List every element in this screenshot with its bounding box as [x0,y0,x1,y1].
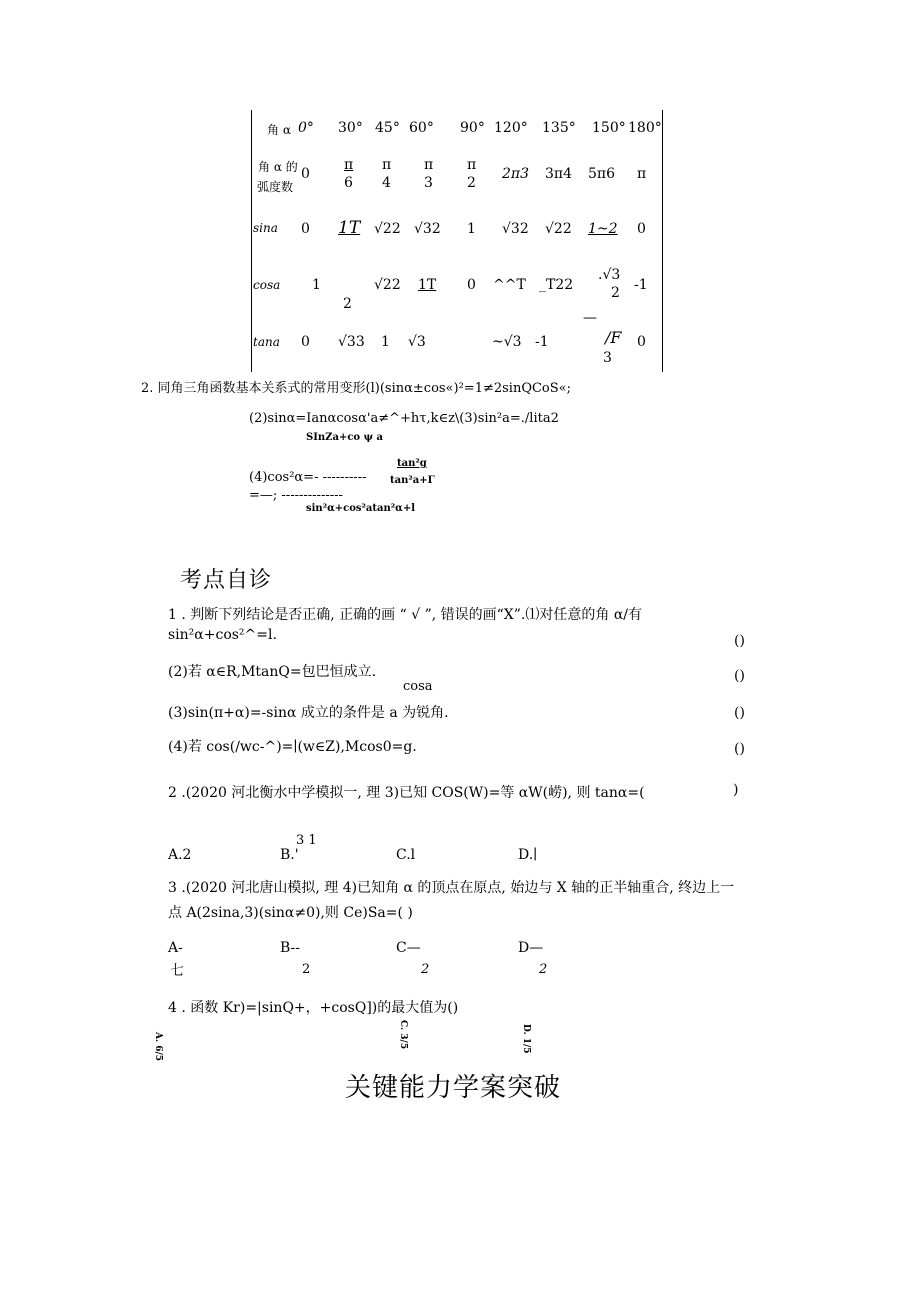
q1-line-5: (4)若 cos(∕wc-^)=∣(w∈Z),Mcos0=g. [168,739,417,755]
cos-cell: -1 [634,277,648,293]
q4-option-a[interactable]: A. 6/5 [153,1032,163,1062]
cos-cell: 2 [611,285,620,301]
sin-cell: 1~2 [588,221,618,237]
deg-cell: 45° [375,120,400,136]
sin-cell: √32 [502,221,529,237]
tan-cell: 0 [637,334,646,350]
formula-line-5: =—; -------------- [249,488,343,503]
q2-option-b[interactable]: B.' [280,847,299,863]
tan-cell: ~√3 [492,334,522,350]
q3-option-c-sub: 2 [421,962,430,977]
q3-option-d-sub: 2 [539,962,548,977]
cos-cell: √22 [374,277,401,293]
q2-text: 2 .(2020 河北衡水中学模拟一, 理 3)已知 COS(W)=等 αW(崂), 则 tanα=( [168,785,645,801]
row-label-radian-1: 角 α 的 [258,160,298,174]
q3-option-c[interactable]: C— [396,940,421,956]
deg-cell: 120° [494,120,528,136]
formula-line-3: SInZa+co ψ a [306,432,383,443]
rad-cell: π [467,157,477,173]
section-title-guanjian: 关键能力学案突破 [345,1073,562,1103]
deg-cell: 180° [628,120,662,136]
q1-line-2: sin²α+cos²^=l. [168,627,277,643]
rad-cell: 3 [424,175,433,191]
formula-line-2: (2)sinα=Ianαcosα'a≠^+hτ,k∈z\(3)sin²a=./lita2 [249,411,559,426]
rad-cell: 4 [382,175,391,191]
cos-cell: _T22 [539,277,574,293]
answer-paren[interactable]: () [734,705,745,721]
row-label-sin: sina [253,221,278,235]
deg-cell: 60° [409,120,434,136]
q3-line-2: 点 A(2sina,3)(sinα≠0),则 Ce)Sa=( ) [168,905,413,921]
row-label-cos: cosa [253,278,281,292]
answer-paren[interactable]: () [734,633,745,649]
formula-line-4: (4)cos²α=- ---------- [249,470,367,485]
table-right-border [662,110,663,372]
answer-paren[interactable]: () [734,741,745,757]
q2-option-d[interactable]: D.∣ [518,847,538,863]
rad-cell: 0 [301,166,310,182]
tan-cell: √3 [408,334,426,350]
rad-cell: 5π6 [588,166,616,182]
row-label-tan: tana [253,335,280,349]
tan-cell: 0 [301,334,310,350]
rad-cell: 6 [344,175,353,191]
cos-cell: 0 [467,277,476,293]
q1-line-3-sub: cosa [403,679,433,694]
row-label-angle: 角 α [267,123,291,137]
q3-line-1: 3 .(2020 河北唐山模拟, 理 4)已知角 α 的顶点在原点, 始边与 X 轴的正半轴重合, 终边上一 [168,880,735,896]
rad-cell: 2π3 [502,166,530,182]
q3-option-a-sub: 七 [170,963,184,979]
tan-cell: /F [605,328,622,347]
formula-frac-top: tan²g [397,458,427,469]
rad-cell: π [382,157,392,173]
sin-cell: 1T [338,218,361,238]
rad-cell: 3π4 [545,166,573,182]
q4-option-c[interactable]: C. 3/5 [398,1020,408,1050]
table-left-border [251,110,252,372]
tan-cell: 1 [381,334,390,350]
sin-cell: 0 [301,221,310,237]
sin-cell: √32 [414,221,441,237]
q2-option-a[interactable]: A.2 [168,847,192,863]
q2-superscript: 3 1 [296,833,317,848]
q2-close-paren: ) [733,782,739,798]
cos-cell: 1 [312,277,321,293]
formula-line-1: 2. 同角三角函数基本关系式的常用变形(l)(sinα±cos«)²=1≠2sinQCoS«; [141,381,571,396]
formula-line-6: sin²α+cos²atan²α+l [306,503,416,514]
q1-line-4: (3)sin(π+α)=-sinα 成立的条件是 a 为锐角. [168,705,449,721]
q2-option-c[interactable]: C.l [396,847,416,863]
answer-paren[interactable]: () [734,668,745,684]
tan-cell: √33 [338,334,365,350]
q3-option-b-sub: 2 [302,962,311,977]
cos-cell: 2 [343,296,352,312]
deg-cell: 90° [460,120,485,136]
deg-cell: 0° [298,120,314,136]
deg-cell: 150° [592,120,626,136]
q1-line-3: (2)若 α∈R,MtanQ=包巴恒成立. [168,664,377,680]
row-label-radian-2: 弧度数 [257,180,294,194]
cos-cell: .√3 [598,267,621,283]
tan-cell: -1 [535,334,549,350]
deg-cell: 30° [338,120,363,136]
deg-cell: 135° [542,120,576,136]
rad-cell: 2 [467,175,476,191]
q3-option-a[interactable]: A- [168,940,183,956]
rad-cell: π [637,166,647,182]
q4-text: 4 . 函数 Kr)=|sinQ+，+cosQ])的最大值为() [168,1000,459,1016]
q3-option-d[interactable]: D— [518,940,544,956]
formula-frac-bottom: tan²a+Γ [390,475,435,486]
rad-cell: π [344,157,354,173]
rad-cell: π [424,157,434,173]
sin-cell: 1 [467,221,476,237]
q3-option-b[interactable]: B-- [280,940,301,956]
tan-cell: — [583,310,597,326]
section-title-kaodian: 考点自诊 [180,568,273,593]
sin-cell: √22 [374,221,401,237]
q4-option-d[interactable]: D. 1/5 [521,1024,531,1054]
sin-cell: 0 [637,221,646,237]
sin-cell: √22 [545,221,572,237]
cos-cell: ^^T [493,277,526,293]
cos-cell: 1T [418,277,437,293]
tan-cell: 3 [603,350,612,366]
q1-line-1: 1 . 判断下列结论是否正确, 正确的画 “ √ ”, 错误的画“X”.⑴对任意的角 α/有 [168,607,642,623]
